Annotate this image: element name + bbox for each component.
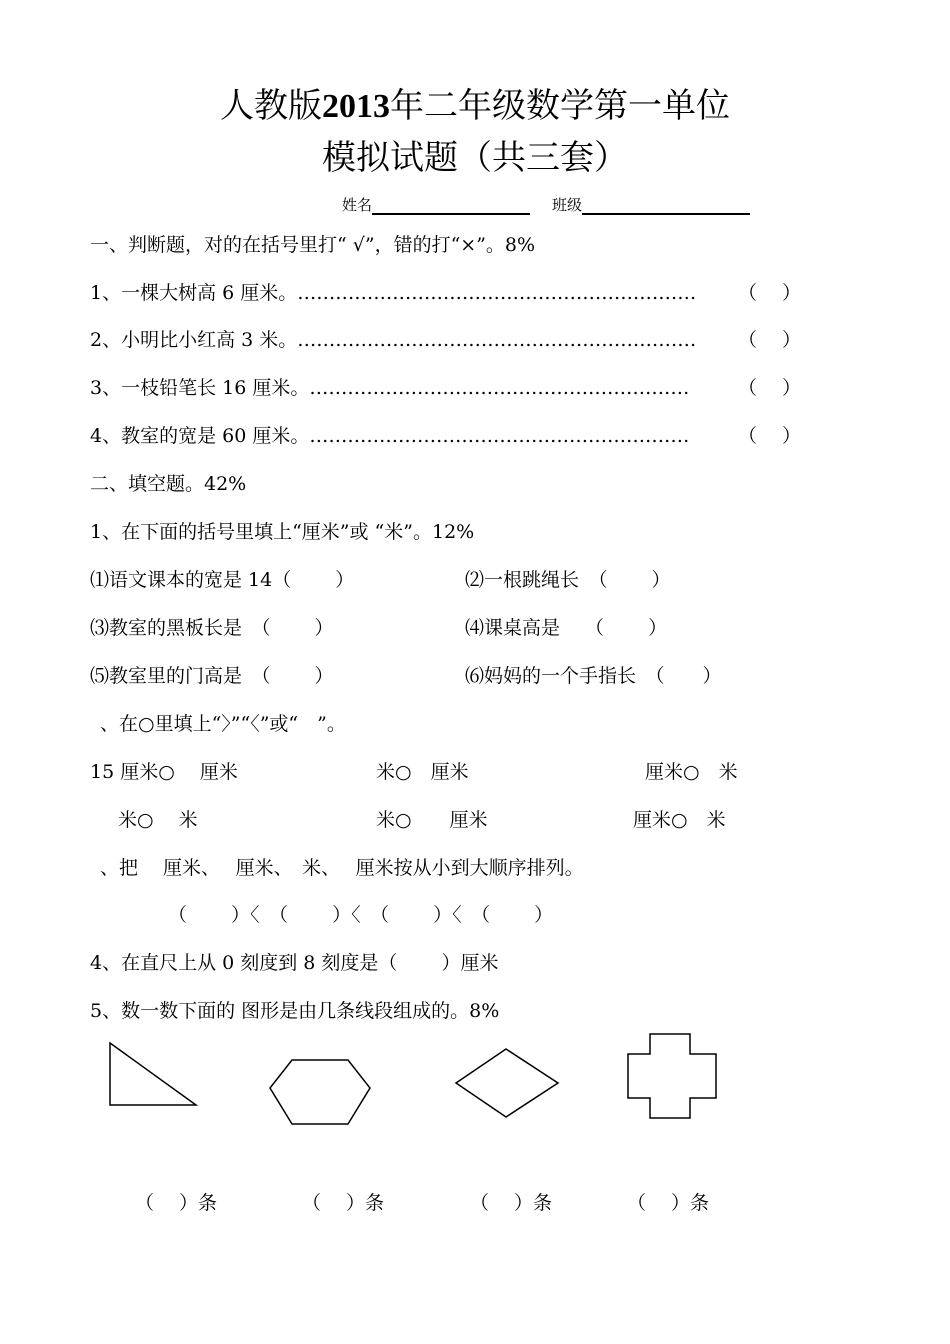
name-label: 姓名 [342, 196, 373, 214]
judge-item-text: 2、小明比小红高 3 米。 [90, 329, 298, 351]
judge-answer-1[interactable]: （ ） [738, 282, 802, 304]
leader-dots: …………………………………………………… [309, 377, 690, 399]
leader-dots: ……………………………………………………… [297, 282, 697, 304]
triangle-shape [100, 1035, 210, 1115]
compare-item[interactable]: 15 厘米○ 厘米 [90, 761, 238, 783]
fill-q5-heading: 5、数一数下面的 图形是由几条线段组成的。8% [90, 1000, 500, 1022]
hexagon-shape [262, 1052, 377, 1132]
shape-answer-2[interactable]: （ ）条 [302, 1192, 385, 1214]
judge-item-text: 3、一枝铅笔长 16 厘米。 [90, 377, 310, 399]
fill-q1-item-6[interactable]: ⑹妈妈的一个手指长 （ ） [465, 665, 722, 687]
compare-item[interactable]: 米○ 米 [118, 809, 198, 831]
section1-heading: 一、判断题，对的在括号里打“ √”，错的打“×”。8% [90, 234, 536, 256]
judge-answer-3[interactable]: （ ） [738, 377, 802, 399]
compare-item[interactable]: 米○ 厘米 [376, 809, 488, 831]
compare-item[interactable]: 米○ 厘米 [376, 761, 469, 783]
class-label: 班级 [552, 196, 583, 214]
ordering-blanks[interactable]: （ ）〈 （ ）〈 （ ）〈 （ ） [168, 904, 554, 926]
judge-item-4 [90, 421, 689, 448]
shape-answer-3[interactable]: （ ）条 [470, 1192, 553, 1214]
page-title-line2: 模拟试题（共三套） [322, 138, 628, 178]
fill-q1-item-5[interactable]: ⑸教室里的门高是 （ ） [90, 665, 334, 687]
judge-answer-2[interactable]: （ ） [738, 329, 802, 351]
page-title-line1 [0, 78, 950, 127]
judge-item-text: 4、教室的宽是 60 厘米。 [90, 425, 310, 447]
judge-answer-4[interactable]: （ ） [738, 425, 802, 447]
title-suffix: 年二年级数学第一单位 [390, 86, 730, 126]
class-blank[interactable] [582, 195, 750, 215]
judge-item-1 [90, 278, 696, 305]
leader-dots: ……………………………………………………… [297, 329, 697, 351]
judge-item-text: 1、一棵大树高 6 厘米。 [90, 282, 298, 304]
judge-item-3 [90, 373, 689, 400]
fill-q1-item-4[interactable]: ⑷课桌高是 （ ） [465, 617, 668, 639]
name-field [342, 194, 530, 215]
class-field [552, 194, 750, 215]
title-year: 2013 [322, 88, 390, 125]
fill-q2-heading: 、在○里填上“〉”“〈”或“ ”。 [100, 713, 346, 735]
fill-q1-heading: 1、在下面的括号里填上“厘米”或 “米”。12% [90, 521, 475, 543]
name-blank[interactable] [372, 195, 530, 215]
cross-shape [622, 1030, 722, 1125]
judge-item-2 [90, 325, 696, 352]
shape-answer-1[interactable]: （ ）条 [135, 1192, 218, 1214]
compare-item[interactable]: 厘米○ 米 [633, 809, 726, 831]
title-prefix: 人教版 [220, 86, 322, 126]
fill-q4-heading: 4、在直尺上从 0 刻度到 8 刻度是（ ）厘米 [90, 952, 499, 974]
compare-item[interactable]: 厘米○ 米 [645, 761, 738, 783]
fill-q1-item-3[interactable]: ⑶教室的黑板长是 （ ） [90, 617, 334, 639]
fill-q1-item-1[interactable]: ⑴语文课本的宽是 14（ ） [90, 569, 355, 591]
leader-dots: …………………………………………………… [309, 425, 690, 447]
shape-answer-4[interactable]: （ ）条 [627, 1192, 710, 1214]
fill-q1-item-2[interactable]: ⑵一根跳绳长 （ ） [465, 569, 671, 591]
section2-heading: 二、填空题。42% [90, 473, 247, 495]
rhombus-shape [450, 1043, 565, 1123]
fill-q3-heading: 、把 厘米、 厘米、 米、 厘米按从小到大顺序排列。 [100, 857, 584, 879]
